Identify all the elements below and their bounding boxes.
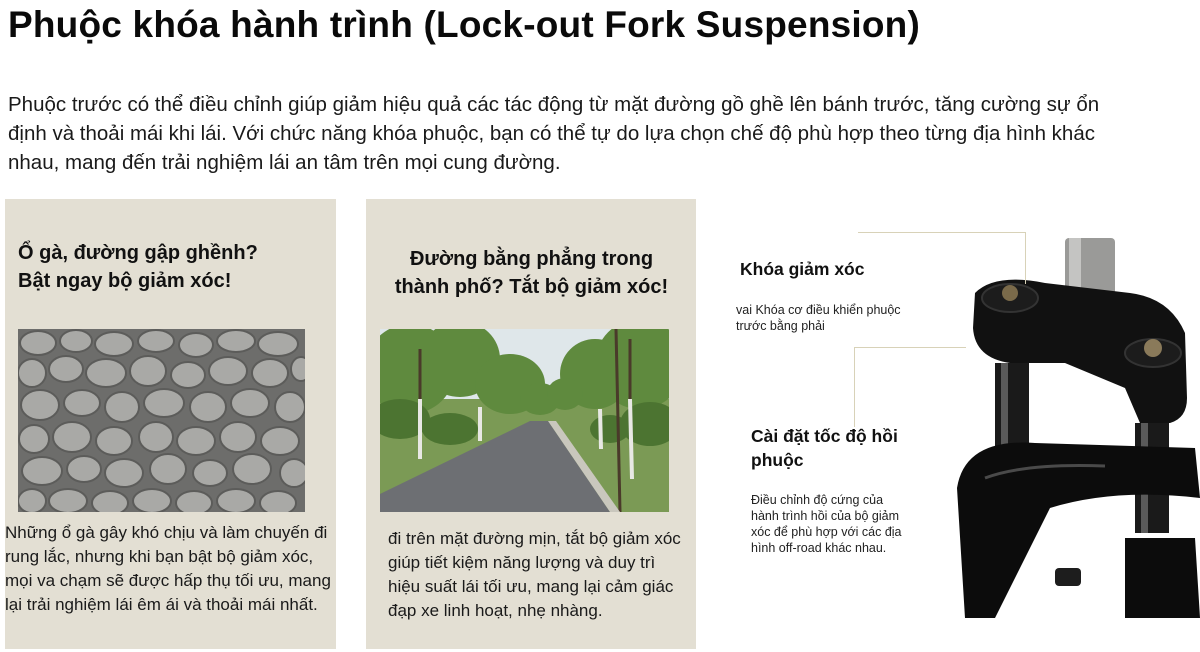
tree-road-image bbox=[380, 329, 669, 512]
rebound-label-desc bbox=[751, 492, 951, 556]
lock-label-desc bbox=[736, 302, 956, 334]
rebound-leader-line bbox=[854, 347, 966, 348]
rebound-desc-line: xóc để phù hợp với các địa bbox=[751, 525, 902, 539]
rebound-desc-line: hình off-road khác nhau. bbox=[751, 541, 887, 555]
suspension-fork-image bbox=[955, 238, 1200, 618]
lock-desc-line: vai Khóa cơ điều khiển phuộc bbox=[736, 303, 901, 317]
rebound-desc-line: Điều chỉnh độ cứng của bbox=[751, 493, 884, 507]
lock-leader-line bbox=[1025, 232, 1026, 284]
rebound-leader-line bbox=[854, 347, 855, 427]
lock-desc-line: trước bằng phải bbox=[736, 319, 825, 333]
card-heading-line: thành phố? Tắt bộ giảm xóc! bbox=[394, 276, 669, 298]
rebound-title-line: Cài đặt tốc độ hồi bbox=[751, 426, 898, 446]
smooth-road-card bbox=[366, 199, 696, 649]
card-body-text: đi trên mặt đường mịn, tắt bộ giảm xóc giúp tiết kiệm năng lượng và duy trì hiệu suất lái tối ưu, mang lại cảm giác đạp xe linh hoạt, nhẹ nhàng. bbox=[388, 529, 681, 620]
bumpy-road-card bbox=[5, 199, 336, 649]
card-heading-line: Ổ gà, đường gập ghềnh? bbox=[18, 242, 258, 264]
rebound-label-title bbox=[751, 424, 898, 472]
card-heading bbox=[369, 245, 694, 301]
fork-detail-panel bbox=[720, 220, 1200, 620]
rebound-desc-line: hành trình hồi của bộ giảm bbox=[751, 509, 900, 523]
card-body-text: Những ổ gà gây khó chịu và làm chuyến đi rung lắc, nhưng khi bạn bật bộ giảm xóc, mọi va chạm sẽ được hấp thụ tối ưu, mang lại trải nghiệm lái êm ái và thoải mái nhất. bbox=[5, 523, 331, 614]
intro-paragraph: Phuộc trước có thể điều chỉnh giúp giảm hiệu quả các tác động từ mặt đường gồ ghề lên bánh trước, tăng cường sự ổn định và thoải mái khi lái. Với chức năng khóa phuộc, bạn có thể tự do lựa chọn chế độ phù hợp theo từng địa hình khác nhau, mang đến trải nghiệm lái an tâm trên mọi cung đường. bbox=[8, 93, 1100, 174]
card-heading bbox=[18, 239, 318, 295]
card-heading-line: Bật ngay bộ giảm xóc! bbox=[18, 270, 232, 292]
lock-leader-line bbox=[858, 232, 1026, 233]
rebound-title-line: phuộc bbox=[751, 450, 804, 470]
cobblestone-image bbox=[18, 329, 305, 512]
lock-label-title: Khóa giảm xóc bbox=[740, 259, 865, 279]
page-title: Phuộc khóa hành trình (Lock-out Fork Suspension) bbox=[8, 4, 920, 45]
card-heading-line: Đường bằng phẳng trong bbox=[409, 248, 654, 270]
